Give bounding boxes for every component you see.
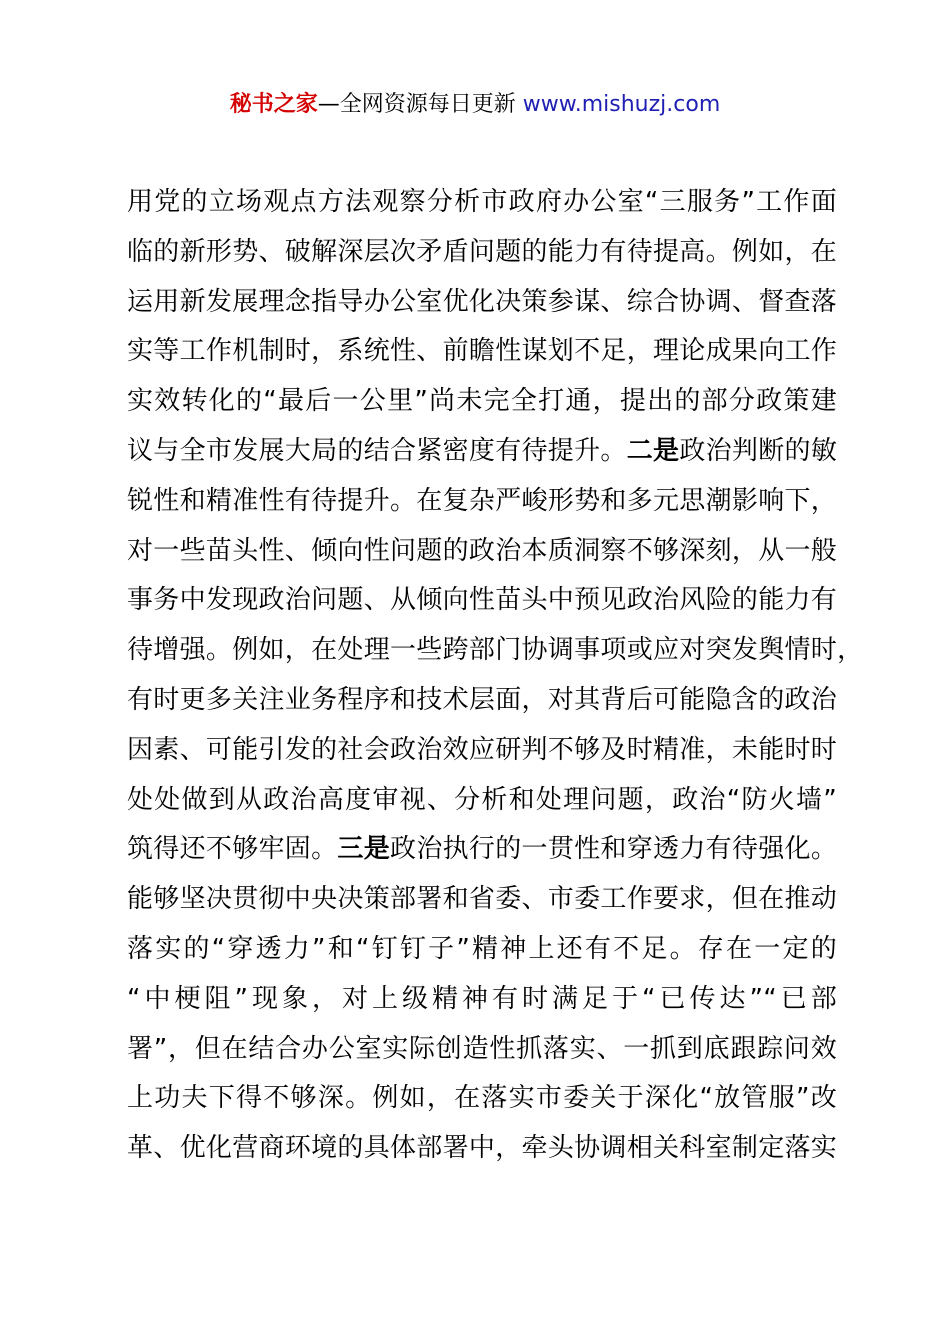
text-line: 临的新形势、破解深层次矛盾问题的能力有待提高。例如，在 — [127, 236, 838, 267]
brand-name: 秘书之家 — [229, 92, 318, 117]
point-marker-three: 三是 — [337, 834, 391, 865]
text-run: 议与全市发展大局的结合紧密度有待提升。 — [127, 435, 627, 466]
text-line: 待增强。例如，在处理一些跨部门协调事项或应对突发舆情时， — [127, 635, 864, 666]
website-url[interactable]: www.mishuzj.com — [515, 92, 721, 117]
text-line: 落实的“穿透力”和“钉钉子”精神上还有不足。存在一定的 — [127, 933, 837, 964]
text-line: 对一些苗头性、倾向性问题的政治本质洞察不够深刻，从一般 — [127, 535, 838, 566]
text-line — [127, 427, 837, 477]
text-line: 署”，但在结合办公室实际创造性抓落实、一抓到底跟踪问效 — [127, 1033, 837, 1064]
text-line: 运用新发展理念指导办公室优化决策参谋、综合协调、督查落 — [127, 286, 838, 317]
text-line: 有时更多关注业务程序和技术层面，对其背后可能隐含的政治 — [127, 684, 838, 715]
page-header — [0, 88, 950, 122]
point-marker-two: 二是 — [626, 435, 680, 466]
text-line: 因素、可能引发的社会政治效应研判不够及时精准，未能时时 — [127, 734, 838, 765]
text-run: 筑得还不够牢固。 — [127, 834, 338, 865]
text-line: 实效转化的“最后一公里”尚未完全打通，提出的部分政策建 — [127, 386, 837, 417]
text-line: 实等工作机制时，系统性、前瞻性谋划不足，理论成果向工作 — [127, 336, 838, 367]
document-body — [127, 178, 864, 1174]
text-line — [127, 825, 837, 875]
text-line: 革、优化营商环境的具体部署中，牵头协调相关科室制定落实 — [127, 1133, 838, 1164]
text-line: “中梗阻”现象，对上级精神有时满足于“已传达”“已部 — [127, 983, 837, 1014]
text-line: 事务中发现政治问题、从倾向性苗头中预见政治风险的能力有 — [127, 585, 838, 616]
text-run: 政治执行的一贯性和穿透力有待强化。 — [390, 834, 838, 865]
text-line: 能够坚决贯彻中央决策部署和省委、市委工作要求，但在推动 — [127, 884, 838, 915]
text-line: 处处做到从政治高度审视、分析和处理问题，政治“防火墙” — [127, 784, 837, 815]
text-line: 用党的立场观点方法观察分析市政府办公室“三服务”工作面 — [127, 187, 837, 217]
text-line: 锐性和精准性有待提升。在复杂严峻形势和多元思潮影响下， — [127, 485, 838, 516]
text-run: 政治判断的敏 — [679, 435, 838, 466]
header-tagline: —全网资源每日更新 — [317, 92, 516, 117]
text-line: 上功夫下得不够深。例如，在落实市委关于深化“放管服”改 — [127, 1083, 837, 1114]
